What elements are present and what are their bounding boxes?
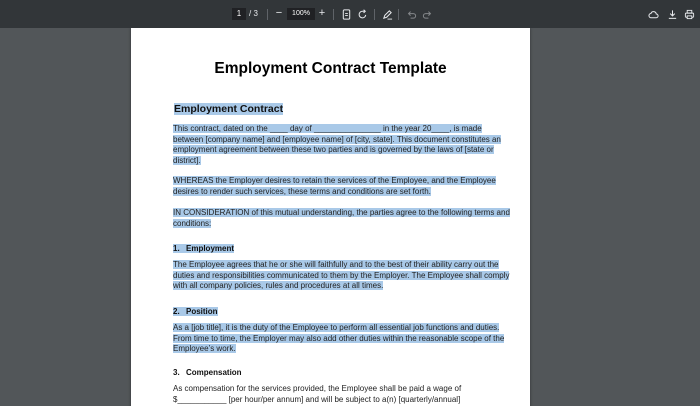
fit-to-page-button[interactable] xyxy=(340,8,352,20)
section-number: 3. xyxy=(173,368,180,377)
section-heading-compensation xyxy=(173,368,242,377)
print-icon xyxy=(684,9,695,20)
toolbar-divider xyxy=(333,9,334,20)
section-title: Employment xyxy=(186,244,235,253)
contract-heading-text: Employment Contract xyxy=(174,103,284,115)
section-title: Compensation xyxy=(186,368,242,377)
toolbar-divider xyxy=(374,9,375,20)
page-separator: / xyxy=(249,9,252,18)
rotate-icon xyxy=(357,9,368,20)
document-title: Employment Contract Template xyxy=(214,60,447,77)
page-count-label xyxy=(249,9,258,18)
zoom-out-button[interactable]: − xyxy=(275,7,283,19)
undo-icon xyxy=(406,9,417,20)
fit-page-icon xyxy=(341,9,352,20)
download-icon xyxy=(667,9,678,20)
position-paragraph xyxy=(173,323,513,355)
whereas-paragraph xyxy=(173,176,513,197)
section-number: 1. xyxy=(173,244,180,253)
pdf-toolbar xyxy=(0,0,700,28)
toolbar-divider xyxy=(398,9,399,20)
pen-icon xyxy=(382,9,393,20)
section-title: Position xyxy=(186,307,218,316)
whereas-text: WHEREAS the Employer desires to retain the services of the Employee, and the Employee desires to render such services, these terms and conditions are set forth. xyxy=(173,176,496,196)
employment-text: The Employee agrees that he or she will faithfully and to the best of their ability carry out the duties and responsibilities communicated to them by the Employer. The Employee shall comply with all company policies, rules and procedures at all times. xyxy=(173,260,510,291)
print-button[interactable] xyxy=(683,8,695,20)
undo-button[interactable] xyxy=(405,8,417,20)
zoom-level-input[interactable]: 100% xyxy=(287,8,315,20)
consideration-text: IN CONSIDERATION of this mutual understanding, the parties agree to the following terms and conditions: xyxy=(173,208,510,228)
page-total: 3 xyxy=(253,9,258,18)
cloud-save-icon xyxy=(648,9,659,20)
redo-button[interactable] xyxy=(421,8,433,20)
pdf-page xyxy=(131,28,530,406)
zoom-in-button[interactable]: + xyxy=(318,7,326,19)
download-button[interactable] xyxy=(666,8,678,20)
rotate-button[interactable] xyxy=(356,8,368,20)
toolbar-divider xyxy=(267,9,268,20)
section-heading-position xyxy=(173,307,218,316)
section-heading-employment xyxy=(173,244,234,253)
drive-save-button[interactable] xyxy=(647,8,659,20)
page-number-input[interactable]: 1 xyxy=(232,8,246,20)
employment-paragraph xyxy=(173,260,513,292)
section-number: 2. xyxy=(173,307,180,316)
redo-icon xyxy=(422,9,433,20)
annotate-button[interactable] xyxy=(381,8,393,20)
intro-text: This contract, dated on the ____ day of _______________ in the year 20____, is made between [company name] and [employee name] of [city, state]. This document constitutes an employment agreement between these two parties and is governed by the laws of [state or district]. xyxy=(173,124,501,166)
intro-paragraph xyxy=(173,124,513,167)
compensation-paragraph: As compensation for the services provided, the Employee shall be paid a wage of $___________ [per hour/per annum] and will be subject to a(n) [quarterly/annual] xyxy=(173,384,462,404)
document-viewer[interactable] xyxy=(0,28,700,406)
position-text: As a [job title], it is the duty of the Employee to perform all essential job functions and duties. From time to time, the Employer may also add other duties within the reasonable scope of the Employee’s work. xyxy=(173,323,505,354)
contract-heading xyxy=(173,102,284,116)
consideration-paragraph xyxy=(173,208,513,229)
